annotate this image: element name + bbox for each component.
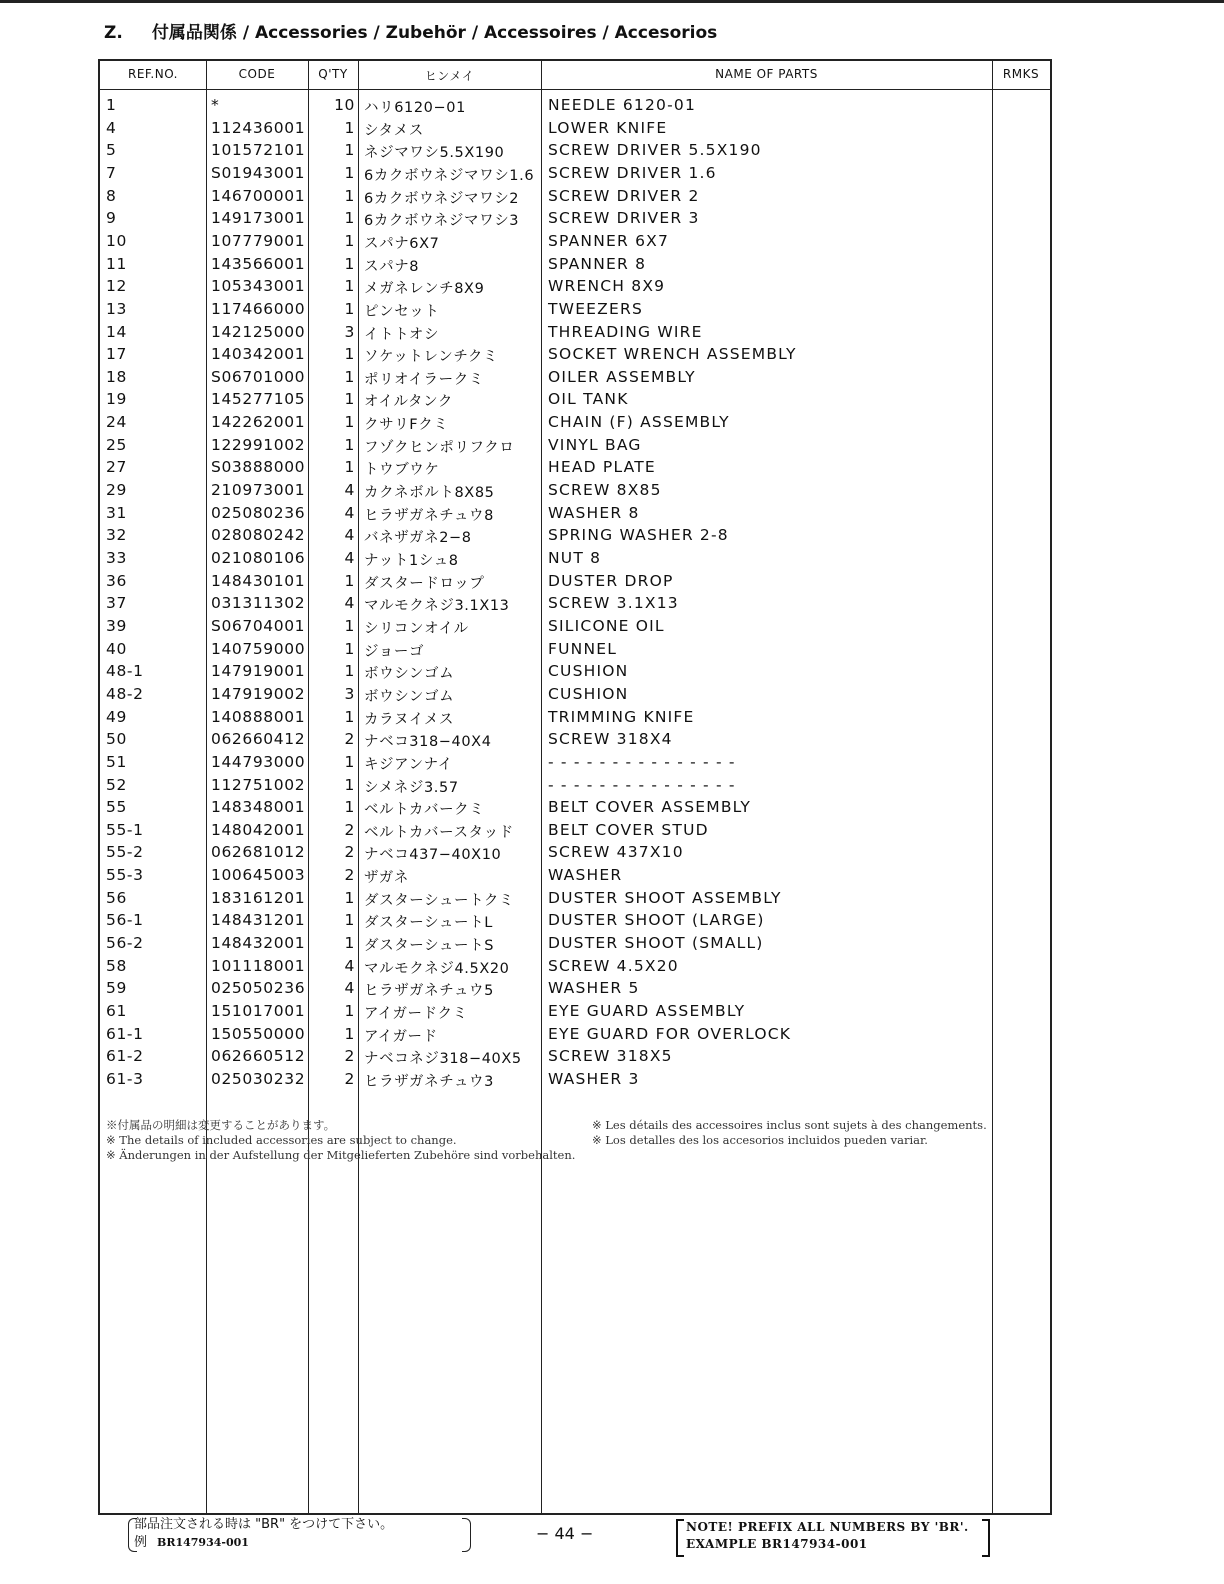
qty-cell: 4 — [344, 956, 355, 975]
qty-cell: 2 — [344, 866, 355, 885]
table-row — [100, 1068, 1050, 1091]
kana-cell: ヒラザガネチュウ5 — [364, 983, 494, 1000]
code-cell: 062660512 — [211, 1047, 306, 1066]
code-cell: 147919002 — [211, 684, 306, 703]
footer-jp-example-label: 例 — [134, 1535, 148, 1550]
header-divider — [100, 89, 1050, 90]
table-row — [100, 162, 1050, 185]
name-cell: FUNNEL — [548, 639, 618, 658]
ref-cell: 55-1 — [106, 820, 144, 839]
kana-cell: ハリ6120−01 — [364, 100, 466, 116]
qty-cell: 4 — [344, 594, 355, 613]
ref-cell: 50 — [106, 730, 127, 749]
square-bracket-left — [676, 1519, 684, 1557]
ref-cell: 13 — [106, 299, 127, 318]
qty-cell: 1 — [344, 254, 355, 273]
code-cell: 148432001 — [211, 934, 306, 953]
footer-example-line: EXAMPLE BR147934-001 — [686, 1537, 868, 1551]
header-name: NAME OF PARTS — [715, 67, 818, 81]
kana-cell: ヒラザガネチュウ3 — [364, 1073, 494, 1090]
code-cell: 149173001 — [211, 209, 306, 228]
kana-cell: トウブウケ — [364, 462, 440, 479]
code-cell: * — [211, 96, 220, 114]
table-row — [100, 207, 1050, 230]
table-row — [100, 751, 1050, 774]
kana-cell: ダスターシュートクミ — [364, 892, 515, 909]
header-code: CODE — [238, 67, 276, 81]
kana-cell: ナベコネジ318−40X5 — [364, 1051, 522, 1068]
table-row — [100, 1045, 1050, 1068]
table-row — [100, 117, 1050, 140]
ref-cell: 36 — [106, 571, 127, 590]
footer-en-note — [686, 1519, 969, 1553]
code-cell: 146700001 — [211, 186, 306, 205]
qty-cell: 1 — [344, 911, 355, 930]
kana-cell: マルモクネジ4.5X20 — [364, 960, 510, 977]
name-cell: WASHER 8 — [548, 503, 640, 522]
name-cell: OIL TANK — [548, 390, 629, 409]
ref-cell: 49 — [106, 707, 127, 726]
name-cell: CUSHION — [548, 684, 629, 703]
qty-cell: 1 — [344, 209, 355, 228]
code-cell: 142125000 — [211, 322, 306, 341]
ref-cell: 32 — [106, 526, 127, 545]
table-row — [100, 706, 1050, 729]
qty-cell: 1 — [344, 458, 355, 477]
qty-cell: 1 — [344, 571, 355, 590]
kana-cell: オイルタンク — [364, 394, 454, 411]
kana-cell: ナベコ318−40X4 — [364, 734, 492, 751]
qty-cell: 1 — [344, 367, 355, 386]
name-cell: - - - - - - - - - - - - - - - — [548, 752, 736, 771]
qty-cell: 4 — [344, 979, 355, 998]
code-cell: 183161201 — [211, 888, 306, 907]
qty-cell: 1 — [344, 435, 355, 454]
name-cell: DUSTER SHOOT ASSEMBLY — [548, 888, 782, 907]
table-row — [100, 683, 1050, 706]
qty-cell: 1 — [344, 707, 355, 726]
name-cell: CUSHION — [548, 662, 629, 681]
code-cell: 107779001 — [211, 231, 306, 250]
kana-cell: ダスタードロップ — [364, 575, 485, 592]
ref-cell: 27 — [106, 458, 127, 477]
qty-cell: 1 — [344, 798, 355, 817]
code-cell: 148348001 — [211, 798, 306, 817]
section-letter: Z. — [104, 23, 123, 43]
table-row — [100, 479, 1050, 502]
footer-jp-note — [134, 1516, 393, 1552]
qty-cell: 10 — [334, 96, 355, 114]
code-cell: 112751002 — [211, 775, 306, 794]
code-cell: 101572101 — [211, 141, 306, 160]
code-cell: 062681012 — [211, 843, 306, 862]
kana-cell: アイガードクミ — [364, 1006, 468, 1022]
name-cell: HEAD PLATE — [548, 458, 656, 477]
table-row — [100, 411, 1050, 434]
ref-cell: 61-1 — [106, 1024, 144, 1043]
name-cell: THREADING WIRE — [548, 322, 703, 341]
kana-cell: キジアンナイ — [364, 756, 453, 773]
footer-jp-example-code: BR147934-001 — [157, 1536, 249, 1549]
kana-cell: バネザガネ2−8 — [364, 530, 472, 547]
ref-cell: 58 — [106, 956, 127, 975]
qty-cell: 2 — [344, 1069, 355, 1088]
qty-cell: 1 — [344, 345, 355, 364]
name-cell: SCREW DRIVER 2 — [548, 186, 700, 205]
ref-cell: 8 — [106, 186, 117, 205]
name-cell: VINYL BAG — [548, 435, 642, 454]
code-cell: 147919001 — [211, 662, 306, 681]
code-cell: 145277105 — [211, 390, 306, 409]
code-cell: 210973001 — [211, 481, 306, 500]
code-cell: 031311302 — [211, 594, 306, 613]
name-cell: EYE GUARD FOR OVERLOCK — [548, 1024, 792, 1043]
square-bracket-right — [982, 1519, 990, 1557]
name-cell: EYE GUARD ASSEMBLY — [548, 1002, 746, 1020]
note-es: ※ Los detalles des los accesorios incluidos pueden variar. — [592, 1133, 928, 1147]
table-row — [100, 592, 1050, 615]
table-row — [100, 139, 1050, 162]
name-cell: LOWER KNIFE — [548, 118, 668, 137]
table-row — [100, 955, 1050, 978]
table-row — [100, 615, 1050, 638]
kana-cell: カクネボルト8X85 — [364, 485, 495, 502]
kana-cell: ジョーゴ — [364, 643, 425, 660]
kana-cell: 6カクボウネジマワシ2 — [364, 190, 520, 207]
code-cell: 025050236 — [211, 979, 306, 998]
table-row — [100, 864, 1050, 887]
note-jp: ※付属品の明細は変更することがあります。 — [106, 1118, 336, 1132]
code-cell: 021080106 — [211, 549, 306, 567]
kana-cell: シメネジ3.57 — [364, 779, 459, 796]
table-row — [100, 524, 1050, 547]
name-cell: WASHER 3 — [548, 1069, 640, 1088]
qty-cell: 1 — [344, 277, 355, 296]
kana-cell: シタメス — [364, 122, 424, 139]
ref-cell: 25 — [106, 435, 127, 454]
qty-cell: 1 — [344, 413, 355, 432]
ref-cell: 56-1 — [106, 911, 144, 930]
table-row — [100, 366, 1050, 389]
ref-cell: 48-2 — [106, 684, 144, 703]
section-heading — [104, 18, 717, 43]
code-cell: 100645003 — [211, 866, 306, 885]
qty-cell: 1 — [344, 141, 355, 160]
table-row — [100, 275, 1050, 298]
kana-cell: イトトオシ — [364, 326, 440, 343]
table-row — [100, 502, 1050, 525]
qty-cell: 1 — [344, 752, 355, 771]
table-row — [100, 94, 1050, 117]
code-cell: 148430101 — [211, 571, 306, 590]
code-cell: 142262001 — [211, 413, 306, 432]
table-row — [100, 977, 1050, 1000]
qty-cell: 2 — [344, 843, 355, 862]
code-cell: 112436001 — [211, 118, 306, 137]
table-row — [100, 1000, 1050, 1023]
qty-cell: 1 — [344, 390, 355, 409]
kana-cell: ネジマワシ5.5X190 — [364, 145, 505, 162]
header-ref: REF.NO. — [128, 67, 178, 81]
ref-cell: 29 — [106, 481, 127, 500]
name-cell: SCREW DRIVER 1.6 — [548, 163, 717, 182]
table-row — [100, 774, 1050, 797]
qty-cell: 1 — [344, 231, 355, 250]
header-qty: Q'TY — [318, 67, 348, 81]
ref-cell: 11 — [106, 254, 127, 273]
qty-cell: 4 — [344, 503, 355, 522]
kana-cell: ポリオイラークミ — [364, 371, 484, 388]
code-cell: 148431201 — [211, 911, 306, 930]
code-cell: S06701000 — [211, 367, 306, 386]
kana-cell: ピンセット — [364, 303, 440, 320]
table-row — [100, 841, 1050, 864]
ref-cell: 52 — [106, 775, 127, 794]
kana-cell: シリコンオイル — [364, 620, 469, 637]
table-row — [100, 253, 1050, 276]
kana-cell: ヒラザガネチュウ8 — [364, 507, 494, 524]
qty-cell: 2 — [344, 820, 355, 839]
code-cell: 140342001 — [211, 345, 306, 364]
table-row — [100, 932, 1050, 955]
kana-cell: 6カクボウネジマワシ3 — [364, 213, 520, 230]
ref-cell: 51 — [106, 752, 127, 771]
qty-cell: 1 — [344, 888, 355, 907]
table-row — [100, 185, 1050, 208]
code-cell: 105343001 — [211, 277, 306, 296]
code-cell: 025030232 — [211, 1069, 306, 1088]
table-row — [100, 547, 1050, 570]
qty-cell: 1 — [344, 1024, 355, 1043]
qty-cell: 1 — [344, 299, 355, 318]
ref-cell: 18 — [106, 367, 127, 386]
kana-cell: アイガード — [364, 1028, 438, 1045]
ref-cell: 14 — [106, 322, 127, 341]
kana-cell: ボウシンゴム — [364, 688, 455, 705]
kana-cell: ダスターシュートL — [364, 915, 493, 932]
top-rule — [0, 0, 1224, 3]
qty-cell: 1 — [344, 934, 355, 953]
name-cell: DUSTER SHOOT (SMALL) — [548, 934, 764, 953]
code-cell: 140888001 — [211, 707, 306, 726]
name-cell: SCREW DRIVER 5.5X190 — [548, 141, 762, 160]
code-cell: 025080236 — [211, 503, 306, 522]
code-cell: 140759000 — [211, 639, 306, 658]
name-cell: NUT 8 — [548, 549, 602, 567]
ref-cell: 31 — [106, 503, 127, 522]
footer-jp-line: 部品注文される時は "BR" をつけて下さい。 — [134, 1517, 394, 1532]
name-cell: SCREW 318X4 — [548, 730, 673, 749]
name-cell: SCREW DRIVER 3 — [548, 209, 700, 228]
kana-cell: ザガネ — [364, 870, 410, 887]
table-row — [100, 570, 1050, 593]
name-cell: DUSTER DROP — [548, 571, 674, 590]
name-cell: CHAIN (F) ASSEMBLY — [548, 413, 730, 432]
table-row — [100, 298, 1050, 321]
table-row — [100, 321, 1050, 344]
code-cell: 144793000 — [211, 752, 306, 771]
code-cell: 117466000 — [211, 299, 306, 318]
name-cell: WRENCH 8X9 — [548, 277, 666, 296]
kana-cell: ナベコ437−40X10 — [364, 847, 502, 864]
ref-cell: 55-3 — [106, 866, 144, 885]
footer-note-line: NOTE! PREFIX ALL NUMBERS BY 'BR'. — [686, 1520, 969, 1534]
note-de: ※ Änderungen in der Aufstellung der Mitgelieferten Zubehöre sind vorbehalten. — [106, 1148, 576, 1162]
ref-cell: 56-2 — [106, 934, 144, 953]
ref-cell: 1 — [106, 96, 117, 114]
qty-cell: 1 — [344, 163, 355, 182]
table-row — [100, 456, 1050, 479]
ref-cell: 55-2 — [106, 843, 144, 862]
name-cell: SPANNER 8 — [548, 254, 647, 273]
code-cell: S06704001 — [211, 616, 306, 635]
qty-cell: 1 — [344, 662, 355, 681]
kana-cell: ベルトカバースタッド — [364, 824, 514, 841]
ref-cell: 7 — [106, 163, 117, 182]
ref-cell: 48-1 — [106, 662, 144, 681]
qty-cell: 1 — [344, 118, 355, 137]
kana-cell: 6カクボウネジマワシ1.6 — [364, 167, 535, 184]
ref-cell: 10 — [106, 231, 127, 250]
code-cell: 148042001 — [211, 820, 306, 839]
ref-cell: 5 — [106, 141, 117, 160]
kana-cell: ベルトカバークミ — [364, 802, 485, 819]
section-title: 付属品関係 / Accessories / Zubehör / Accessoires / Accesorios — [151, 23, 718, 43]
notes-left — [106, 1118, 575, 1163]
table-row — [100, 230, 1050, 253]
kana-cell: ボウシンゴム — [364, 666, 455, 683]
code-cell: 122991002 — [211, 435, 306, 454]
ref-cell: 39 — [106, 616, 127, 635]
ref-cell: 17 — [106, 345, 127, 364]
table-row — [100, 1023, 1050, 1046]
ref-cell: 56 — [106, 888, 127, 907]
header-kana: ヒンメイ — [424, 69, 475, 83]
ref-cell: 12 — [106, 277, 127, 296]
qty-cell: 1 — [344, 186, 355, 205]
qty-cell: 2 — [344, 1047, 355, 1066]
name-cell: SOCKET WRENCH ASSEMBLY — [548, 345, 797, 364]
name-cell: TRIMMING KNIFE — [548, 707, 695, 726]
ref-cell: 59 — [106, 979, 127, 998]
code-cell: 151017001 — [211, 1002, 306, 1020]
name-cell: SCREW 437X10 — [548, 843, 684, 862]
notes-right — [592, 1118, 987, 1148]
note-fr: ※ Les détails des accessoires inclus sont sujets à des changements. — [592, 1118, 987, 1132]
table-row — [100, 434, 1050, 457]
table-row — [100, 728, 1050, 751]
ref-cell: 61-2 — [106, 1047, 144, 1066]
name-cell: SCREW 8X85 — [548, 481, 662, 500]
name-cell: SPRING WASHER 2-8 — [548, 526, 729, 545]
qty-cell: 3 — [344, 684, 355, 703]
code-cell: 150550000 — [211, 1024, 306, 1043]
name-cell: OILER ASSEMBLY — [548, 367, 696, 386]
kana-cell: ソケットレンチクミ — [364, 349, 499, 366]
table-row — [100, 343, 1050, 366]
qty-cell: 4 — [344, 526, 355, 545]
qty-cell: 1 — [344, 616, 355, 635]
name-cell: SCREW 318X5 — [548, 1047, 673, 1066]
name-cell: BELT COVER ASSEMBLY — [548, 798, 752, 817]
kana-cell: メガネレンチ8X9 — [364, 281, 485, 298]
table-row — [100, 660, 1050, 683]
qty-cell: 1 — [344, 639, 355, 658]
name-cell: DUSTER SHOOT (LARGE) — [548, 911, 765, 930]
ref-cell: 19 — [106, 390, 127, 409]
name-cell: WASHER 5 — [548, 979, 640, 998]
bracket-right — [462, 1518, 471, 1552]
name-cell: SCREW 3.1X13 — [548, 594, 679, 613]
qty-cell: 3 — [344, 322, 355, 341]
name-cell: NEEDLE 6120-01 — [548, 96, 697, 114]
ref-cell: 61-3 — [106, 1069, 144, 1088]
code-cell: S01943001 — [211, 163, 306, 182]
qty-cell: 4 — [344, 549, 355, 567]
ref-cell: 33 — [106, 549, 127, 567]
table-row — [100, 638, 1050, 661]
name-cell: SPANNER 6X7 — [548, 231, 670, 250]
code-cell: 143566001 — [211, 254, 306, 273]
qty-cell: 1 — [344, 1002, 355, 1020]
qty-cell: 4 — [344, 481, 355, 500]
qty-cell: 2 — [344, 730, 355, 749]
kana-cell: ダスターシュートS — [364, 938, 495, 955]
table-row — [100, 388, 1050, 411]
kana-cell: スパナ6X7 — [364, 235, 440, 252]
ref-cell: 61 — [106, 1002, 127, 1020]
table-row — [100, 887, 1050, 910]
kana-cell: ナット1シュ8 — [364, 553, 459, 569]
qty-cell: 1 — [344, 775, 355, 794]
kana-cell: クサリFクミ — [364, 417, 449, 434]
code-cell: 062660412 — [211, 730, 306, 749]
name-cell: SILICONE OIL — [548, 616, 665, 635]
code-cell: 101118001 — [211, 956, 306, 975]
kana-cell: スパナ8 — [364, 258, 420, 275]
name-cell: SCREW 4.5X20 — [548, 956, 679, 975]
ref-cell: 55 — [106, 798, 127, 817]
table-row — [100, 796, 1050, 819]
ref-cell: 40 — [106, 639, 127, 658]
name-cell: TWEEZERS — [548, 299, 644, 318]
ref-cell: 9 — [106, 209, 117, 228]
code-cell: S03888000 — [211, 458, 306, 477]
kana-cell: マルモクネジ3.1X13 — [364, 598, 510, 615]
table-row — [100, 819, 1050, 842]
page-number: − 44 − — [536, 1524, 594, 1543]
name-cell: BELT COVER STUD — [548, 820, 709, 839]
ref-cell: 24 — [106, 413, 127, 432]
kana-cell: カラヌイメス — [364, 711, 455, 728]
name-cell: WASHER — [548, 866, 623, 885]
table-row — [100, 909, 1050, 932]
kana-cell: フゾクヒンポリフクロ — [364, 439, 515, 456]
parts-table — [98, 59, 1052, 1515]
note-en: ※ The details of included accessories are subject to change. — [106, 1133, 457, 1147]
code-cell: 028080242 — [211, 526, 306, 545]
ref-cell: 4 — [106, 118, 117, 137]
name-cell: - - - - - - - - - - - - - - - — [548, 775, 736, 794]
header-rmks: RMKS — [1002, 67, 1040, 81]
ref-cell: 37 — [106, 594, 127, 613]
